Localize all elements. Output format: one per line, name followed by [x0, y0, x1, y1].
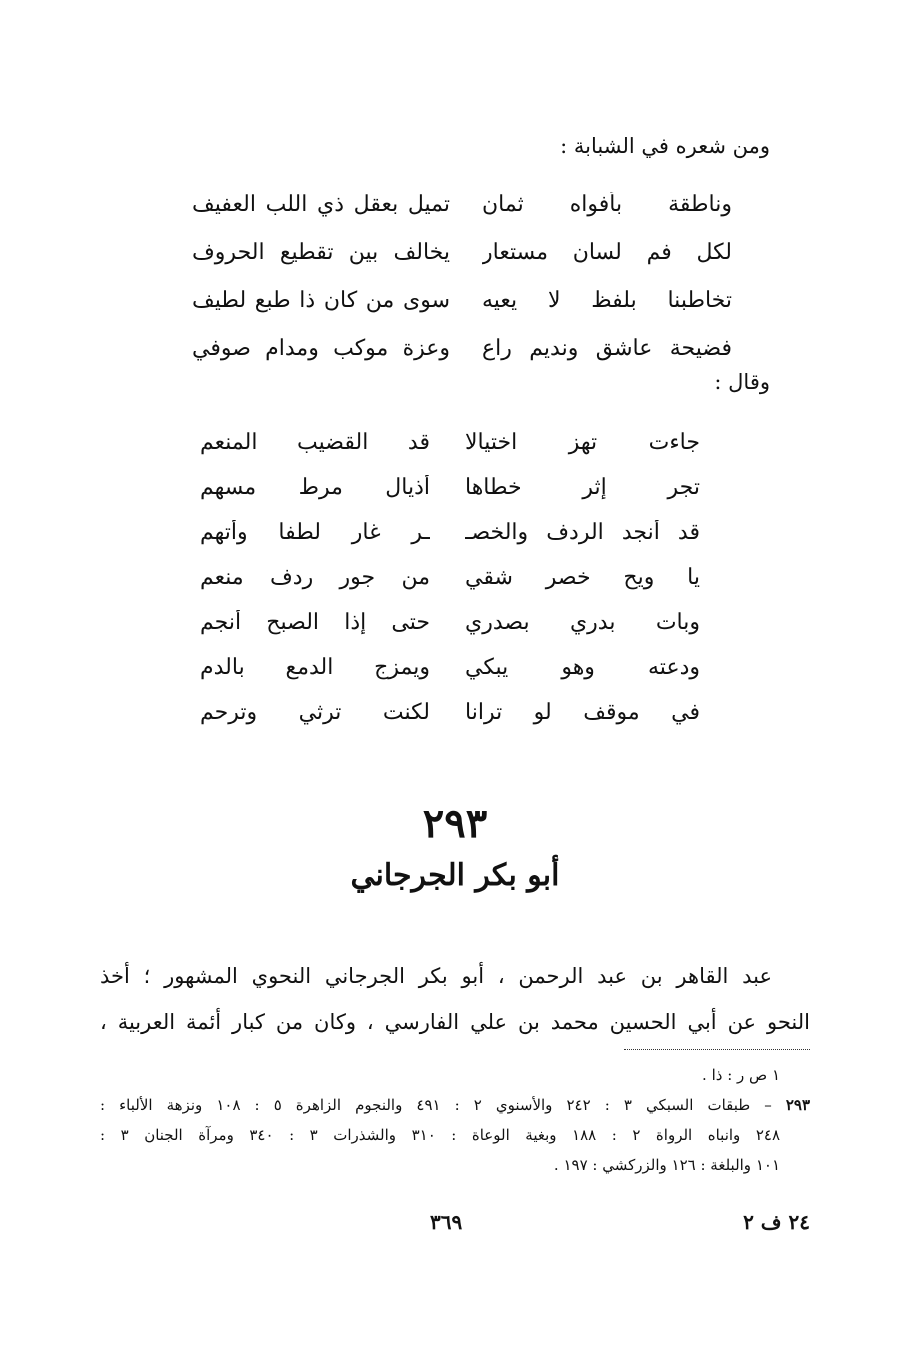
second-hemistich: وعزة موكب ومدام صوفي — [192, 335, 450, 361]
second-hemistich: ـر غار لطفا وأتهم — [200, 520, 430, 545]
poem-2 — [200, 420, 700, 735]
second-hemistich: من جور ردف منعم — [200, 565, 430, 590]
first-hemistich: يا ويح خصر شقي — [465, 565, 700, 590]
second-hemistich: سوى من كان ذا طبع لطيف — [192, 287, 450, 313]
paragraph-line: عبد القاهر بن عبد الرحمن ، أبو بكر الجرجاني النحوي المشهور ؛ أخذ — [100, 964, 772, 988]
sources-line: ٢٤٨ وانباه الرواة ٢ : ١٨٨ وبغية الوعاة : ٣١٠ والشذرات ٣ : ٣٤٠ ومرآة الجنان ٣ : — [100, 1126, 780, 1144]
entry-number: ٢٩٣ — [422, 800, 488, 847]
first-hemistich: جاءت تهز اختيالا — [465, 430, 700, 455]
signature-mark: ٢٤ ف ٢ — [743, 1210, 810, 1234]
intro-line-poem-1: ومن شعره في الشبابة : — [560, 134, 770, 158]
sources-line: ١٠١ والبلغة : ١٢٦ والزركشي : ١٩٧ . — [553, 1156, 780, 1174]
second-hemistich: تميل بعقل ذي اللب العفيف — [192, 191, 450, 217]
second-hemistich: قد القضيب المنعم — [200, 430, 430, 455]
second-hemistich: ويمزج الدمع بالدم — [200, 655, 430, 680]
sources-entry-number: ٢٩٣ — [785, 1096, 810, 1114]
verse-line — [200, 465, 700, 510]
first-hemistich: في موقف لو ترانا — [465, 700, 700, 725]
verse-line — [192, 324, 732, 372]
verse-line — [192, 276, 732, 324]
first-hemistich: تجر إثر خطاها — [465, 475, 700, 500]
first-hemistich: وناطقة بأفواه ثمان — [482, 191, 732, 217]
intro-line-poem-2: وقال : — [714, 370, 770, 394]
second-hemistich: حتى إذا الصبح أنجم — [200, 610, 430, 635]
verse-line — [200, 600, 700, 645]
first-hemistich: لكل فم لسان مستعار — [482, 239, 732, 265]
verse-line — [200, 510, 700, 555]
first-hemistich: قد أنجد الردف والخصـ — [465, 520, 700, 545]
verse-line — [200, 555, 700, 600]
footnote-1: ١ ص ر : ذا . — [702, 1066, 780, 1084]
paragraph-line: النحو عن أبي الحسين محمد بن علي الفارسي ، وكان من كبار أئمة العربية ، — [100, 1010, 811, 1034]
verse-line — [200, 645, 700, 690]
entry-title: أبو بكر الجرجاني — [350, 858, 560, 893]
sources-line — [100, 1090, 810, 1120]
first-hemistich: فضيحة عاشق ونديم راع — [482, 335, 732, 361]
poem-1 — [192, 180, 732, 372]
page-number: ٣٦٩ — [430, 1210, 463, 1234]
first-hemistich: ودعته وهو يبكي — [465, 655, 700, 680]
verse-line — [192, 180, 732, 228]
verse-line — [192, 228, 732, 276]
second-hemistich: أذيال مرط مسهم — [200, 475, 430, 500]
sources-text: – طبقات السبكي ٣ : ٢٤٢ والأسنوي ٢ : ٤٩١ والنجوم الزاهرة ٥ : ١٠٨ ونزهة الألباء : — [100, 1096, 772, 1114]
footnotes — [100, 1060, 810, 1180]
first-hemistich: تخاطبنا بلفظ لا يعيه — [482, 287, 732, 313]
footnote-separator — [624, 1049, 810, 1050]
first-hemistich: وبات بدري بصدري — [465, 610, 700, 635]
verse-line — [200, 690, 700, 735]
biography-paragraph — [100, 953, 810, 1045]
second-hemistich: لكنت ترثي وترحم — [200, 700, 430, 725]
verse-line — [200, 420, 700, 465]
second-hemistich: يخالف بين تقطيع الحروف — [192, 239, 450, 265]
